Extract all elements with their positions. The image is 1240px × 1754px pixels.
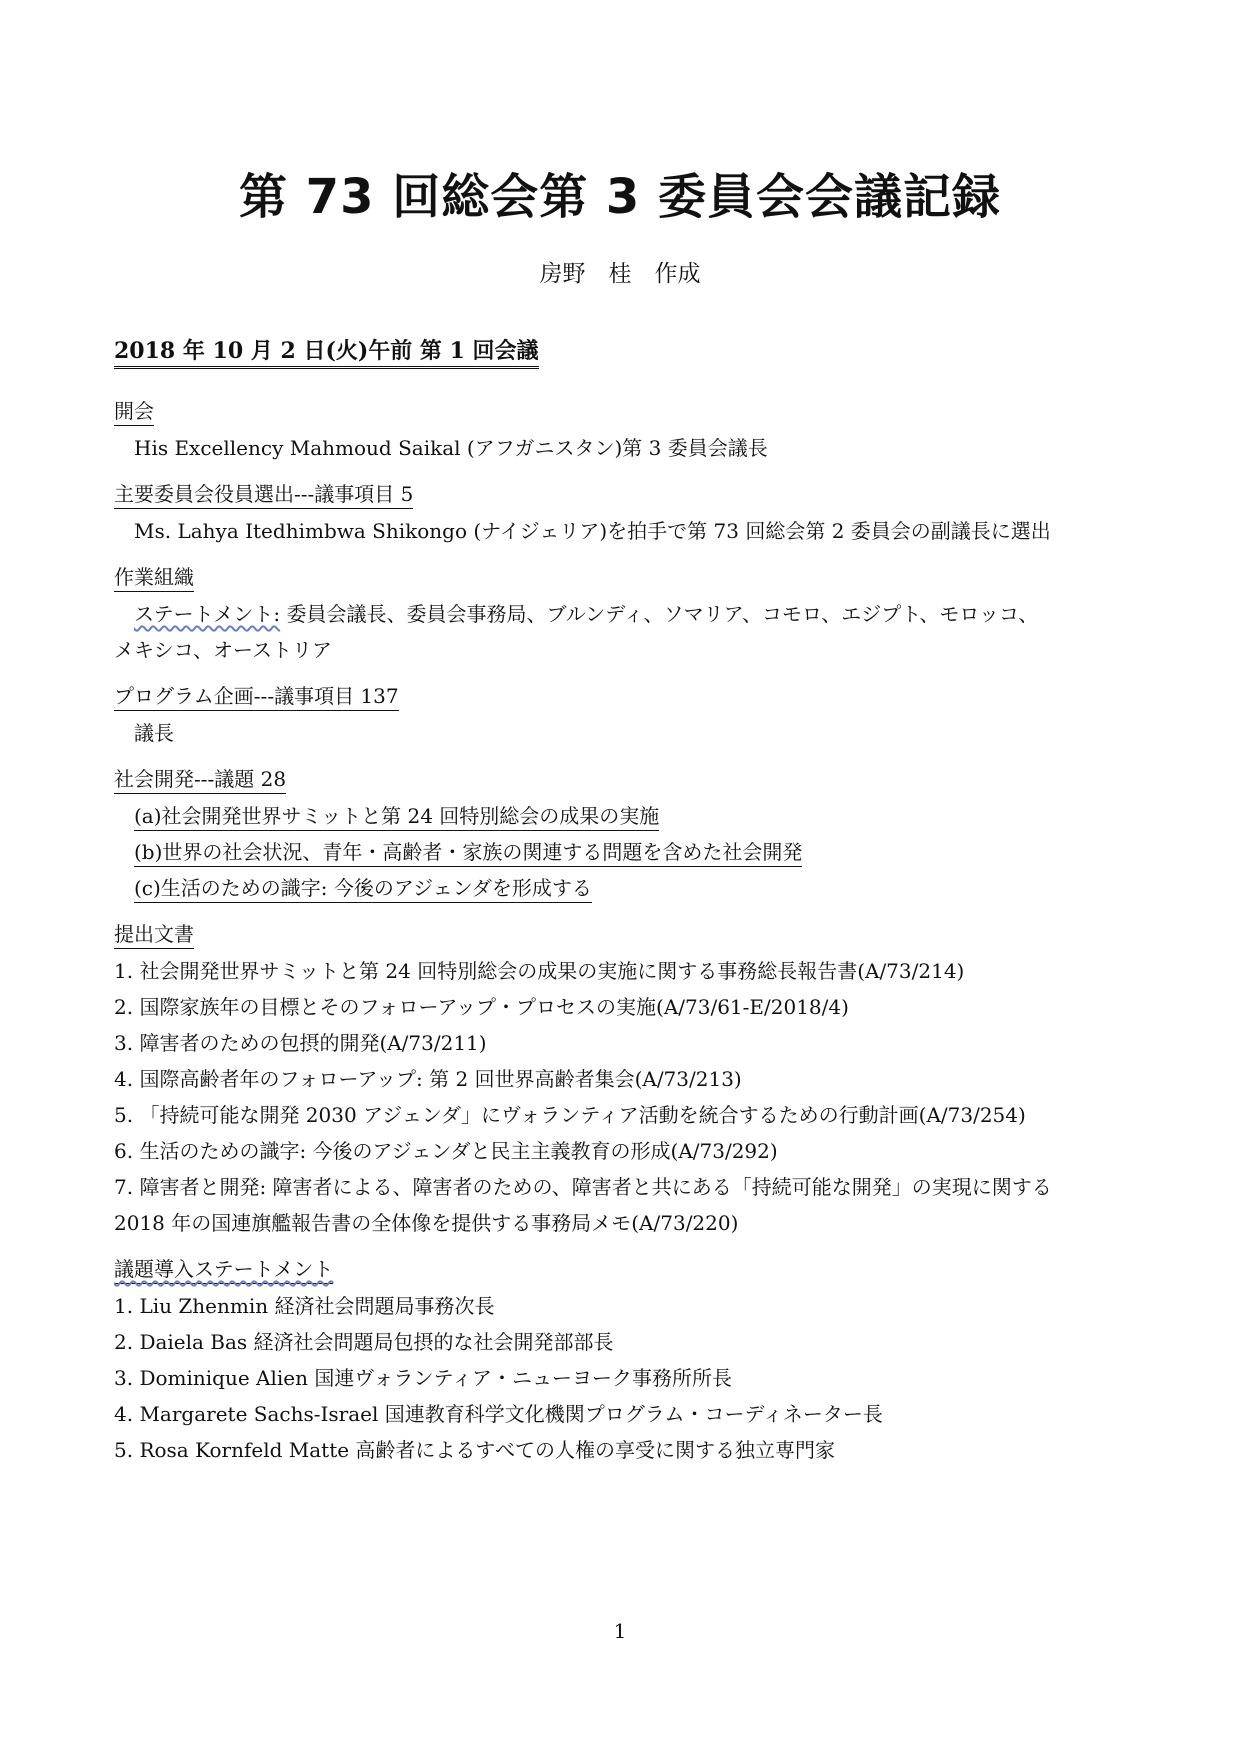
meeting-header: 2018 年 10 月 2 日(火)午前 第 1 回会議 [114, 336, 539, 369]
document-list-item: 4. 国際高齢者年のフォローアップ: 第 2 回世界高齢者集会(A/73/213) [114, 1067, 742, 1091]
document-body [114, 333, 1134, 1468]
statement-speakers: 委員会議長、委員会事務局、ブルンディ、ソマリア、コモロ、エジプト、モロッコ、 [280, 602, 1039, 626]
section-text [114, 596, 1134, 632]
section-organization [114, 559, 1134, 668]
section-text: Ms. Lahya Itedhimbwa Shikongo (ナイジェリア)を拍手で第 73 回総会第 2 委員会の副議長に選出 [134, 519, 1051, 543]
section-heading: プログラム企画---議事項目 137 [114, 682, 399, 711]
section-text-continued: メキシコ、オーストリア [114, 638, 332, 662]
section-heading: 議題導入ステートメント [114, 1255, 333, 1284]
section-program [114, 678, 1134, 751]
document-author: 房野 桂 作成 [539, 261, 701, 287]
statement-label: ステートメント: [134, 602, 281, 626]
agenda-subitem: (b)世界の社会状況、青年・高齢者・家族の関連する問題を含めた社会開発 [134, 838, 802, 867]
section-social [114, 761, 1134, 906]
speaker-list-item: 1. Liu Zhenmin 経済社会問題局事務次長 [114, 1294, 495, 1318]
section-heading: 作業組織 [114, 563, 194, 592]
section-intro [114, 1251, 1134, 1468]
document-list-item: 1. 社会開発世界サミットと第 24 回特別総会の成果の実施に関する事務総長報告書(A/73/214) [114, 959, 965, 983]
page-number: 1 [613, 1619, 627, 1643]
section-text: 議長 [134, 721, 174, 745]
document-list-item: 3. 障害者のための包摂的開発(A/73/211) [114, 1031, 487, 1055]
section-opening [114, 393, 1134, 466]
section-documents [114, 916, 1134, 1241]
section-heading: 開会 [114, 397, 154, 426]
document-list-item: 5. 「持続可能な開発 2030 アジェンダ」にヴォランティア活動を統合するための行動計画(A/73/254) [114, 1103, 1026, 1127]
document-list-item-continued: 2018 年の国連旗艦報告書の全体像を提供する事務局メモ(A/73/220) [114, 1211, 739, 1235]
document-list-item: 2. 国際家族年の目標とそのフォローアップ・プロセスの実施(A/73/61-E/2018/4) [114, 995, 849, 1019]
speaker-list-item: 4. Margarete Sachs-Israel 国連教育科学文化機関プログラム・コーディネーター長 [114, 1402, 883, 1426]
agenda-subitem: (a)社会開発世界サミットと第 24 回特別総会の成果の実施 [134, 802, 659, 831]
document-list-item: 6. 生活のための識字: 今後のアジェンダと民主主義教育の形成(A/73/292) [114, 1139, 778, 1163]
section-heading: 社会開発---議題 28 [114, 765, 286, 794]
section-heading: 主要委員会役員選出---議事項目 5 [114, 480, 413, 509]
section-election [114, 476, 1134, 549]
speaker-list-item: 5. Rosa Kornfeld Matte 高齢者によるすべての人権の享受に関する独立専門家 [114, 1438, 836, 1462]
agenda-subitem: (c)生活のための識字: 今後のアジェンダを形成する [134, 874, 592, 903]
document-title: 第 73 回総会第 3 委員会会議記録 [238, 169, 1002, 225]
speaker-list-item: 3. Dominique Alien 国連ヴォランティア・ニューヨーク事務所所長 [114, 1366, 732, 1390]
speaker-list-item: 2. Daiela Bas 経済社会問題局包摂的な社会開発部部長 [114, 1330, 614, 1354]
section-heading: 提出文書 [114, 920, 194, 949]
document-list-item: 7. 障害者と開発: 障害者による、障害者のための、障害者と共にある「持続可能な開発」の実現に関する [114, 1175, 1052, 1199]
section-text: His Excellency Mahmoud Saikal (アフガニスタン)第 3 委員会議長 [134, 436, 768, 460]
